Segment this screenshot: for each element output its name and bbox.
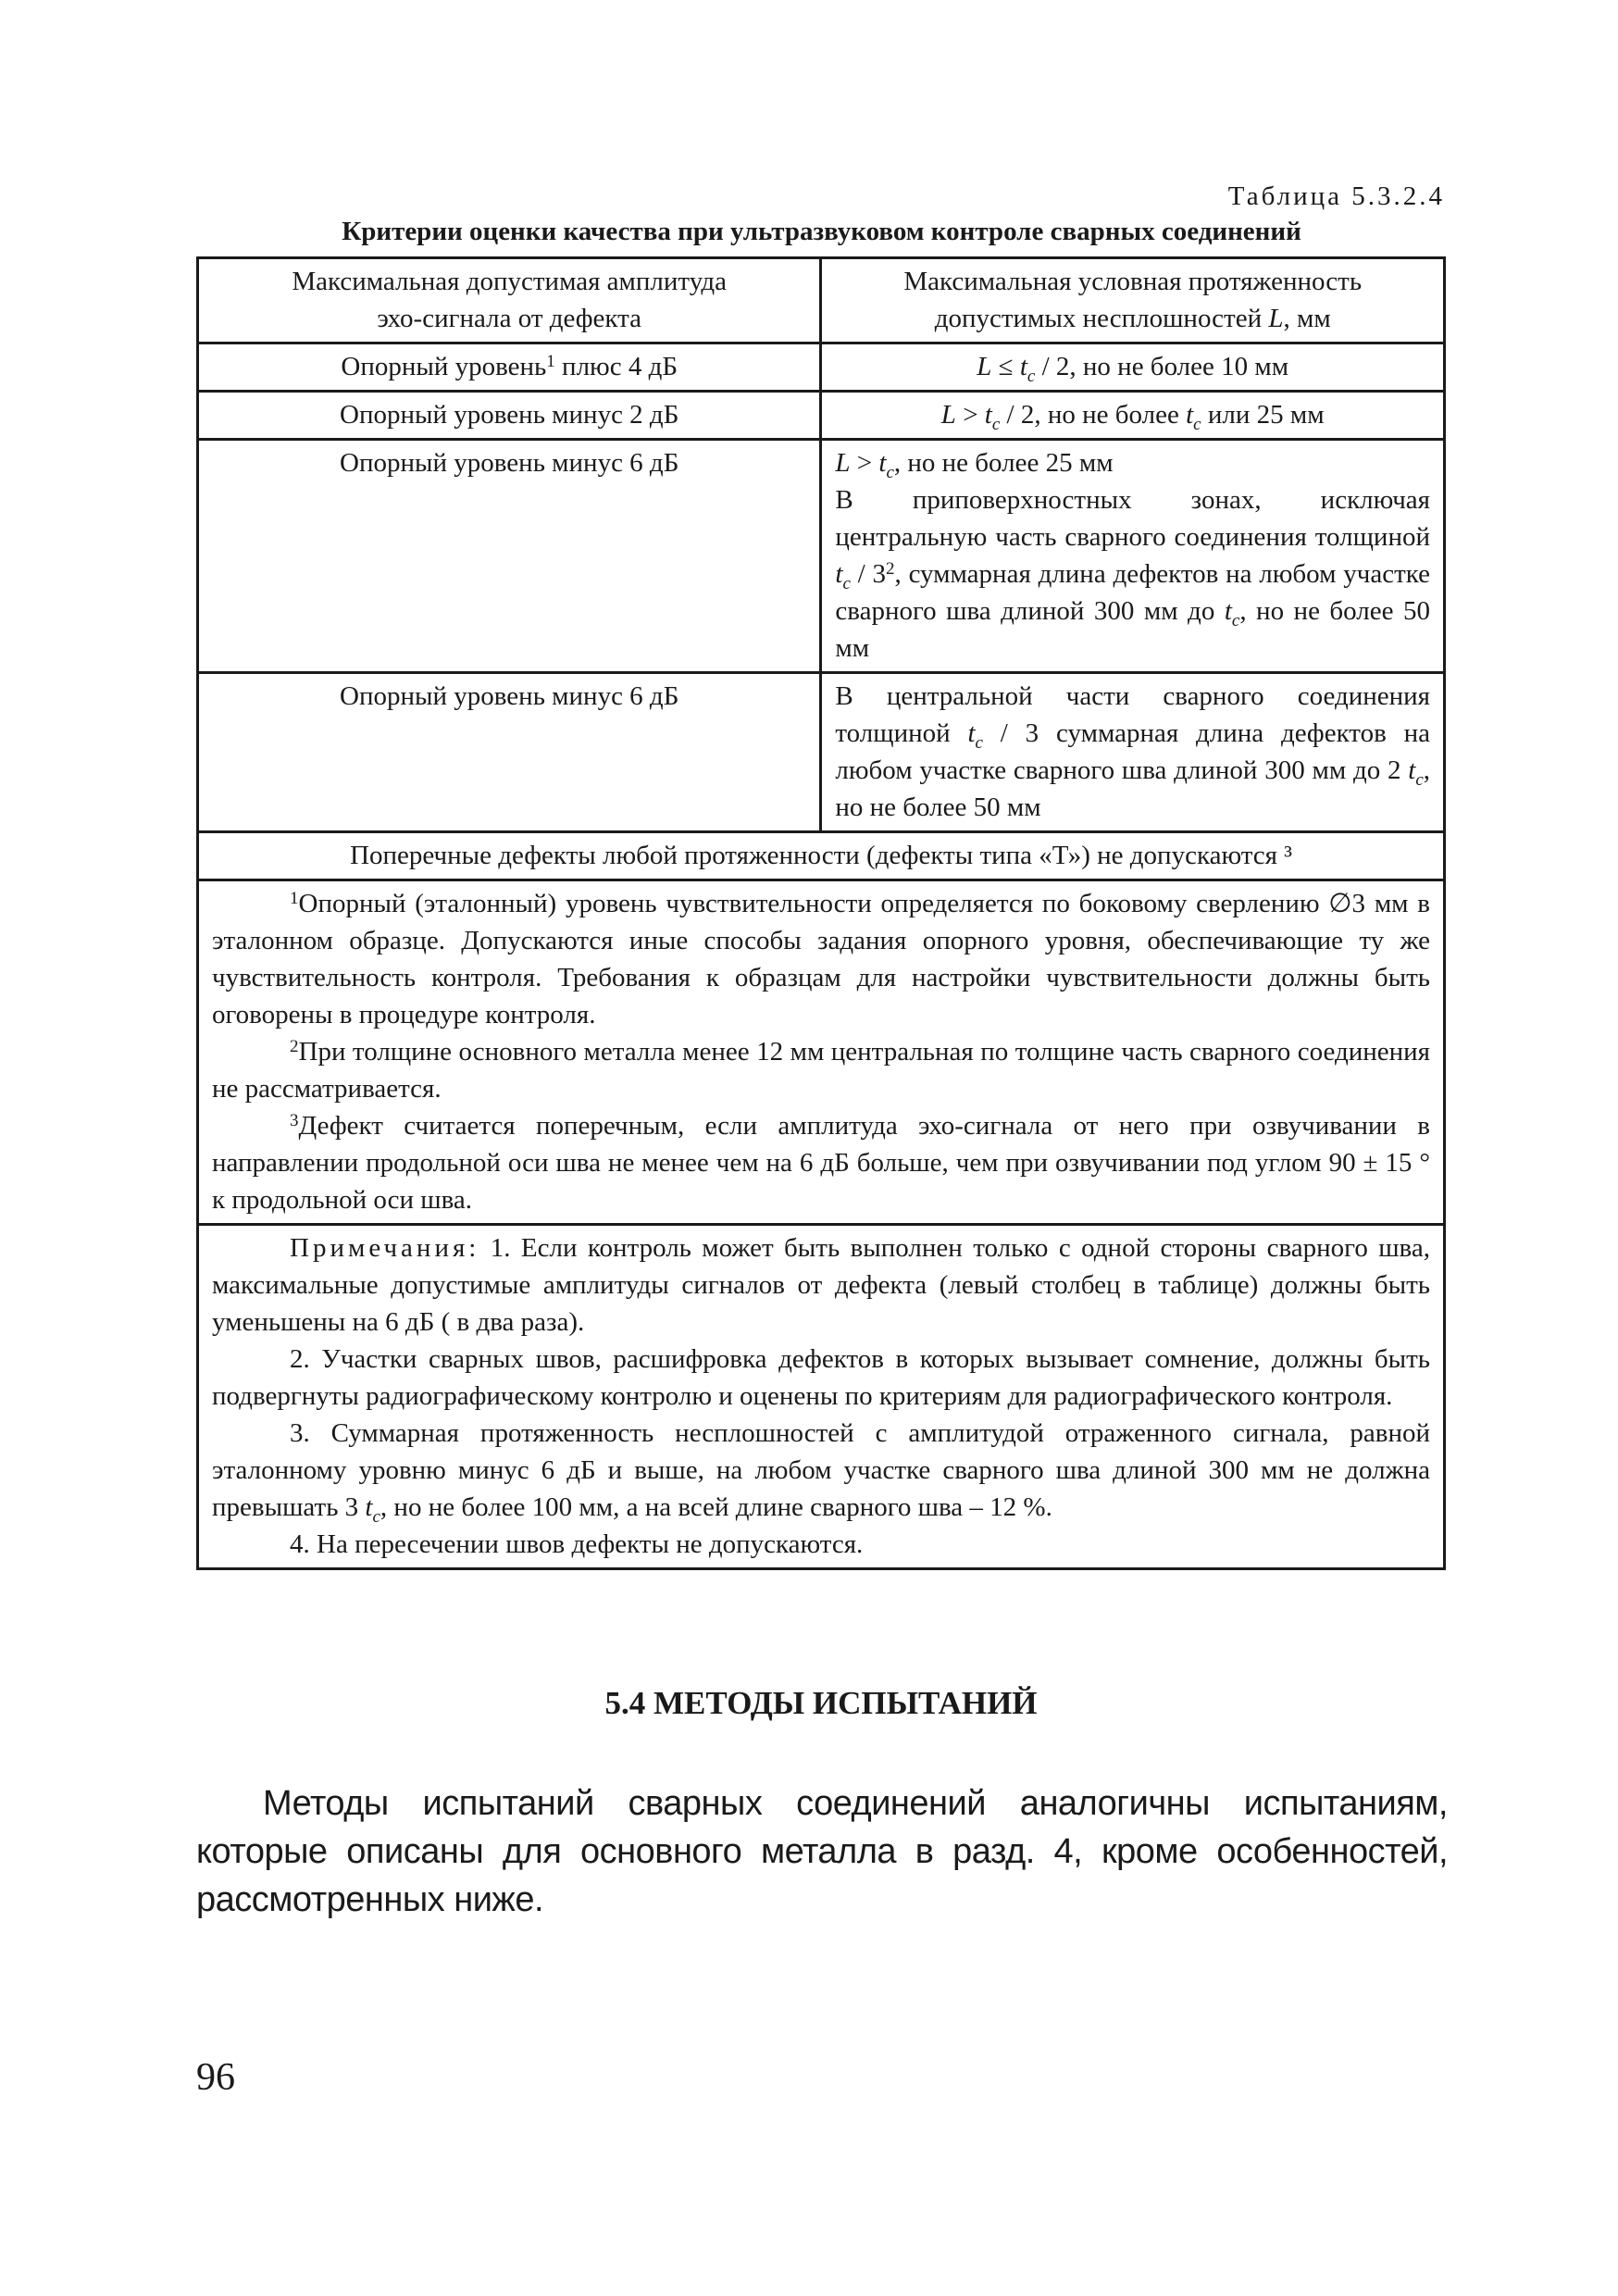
- header-length-line1: Максимальная условная протяженность: [903, 267, 1363, 296]
- row1-amplitude: [198, 343, 821, 392]
- note-3-text: 3. Суммарная протяженность несплошностей с амплитудой отраженного сигнала, равной эталонному уровню минус 6 дБ и выше, на любом участке сварного шва длиной 300 мм не должна превышать 3: [212, 1418, 1430, 1522]
- notes-label: Примечания:: [290, 1233, 480, 1263]
- section-paragraph: Методы испытаний сварных соединений аналогичны испытаниям, которые описаны для основного металла в разд. 4, кроме особенностей, рассмотренных ниже.: [196, 1784, 1448, 1919]
- table-row: [198, 673, 1445, 832]
- subscript-c: c: [975, 733, 983, 753]
- subscript-c: c: [842, 574, 851, 593]
- row1-length: [821, 343, 1445, 392]
- var-t: t: [1186, 400, 1194, 430]
- footnote-1: [212, 885, 1430, 1033]
- transverse-defects-row: [198, 832, 1445, 880]
- footnote-2: [212, 1033, 1430, 1107]
- table-row: [198, 392, 1445, 440]
- subscript-c: c: [372, 1507, 380, 1527]
- var-t: t: [1019, 352, 1027, 381]
- row3-length-line1: [835, 444, 1430, 481]
- note-1: [212, 1229, 1430, 1341]
- section-heading: 5.4 МЕТОДЫ ИСПЫТАНИЙ: [604, 1685, 1038, 1721]
- row1-amp-text-post: плюс 4 дБ: [554, 352, 678, 381]
- subscript-c: c: [1027, 367, 1036, 386]
- subscript-c: c: [886, 463, 894, 482]
- var-t: t: [365, 1492, 373, 1522]
- row3-length: [821, 440, 1445, 673]
- row2-amplitude: Опорный уровень минус 2 дБ: [198, 392, 821, 440]
- subscript-c: c: [1231, 611, 1240, 630]
- row3-amplitude: Опорный уровень минус 6 дБ: [198, 440, 821, 673]
- footnote-1-marker: 1: [290, 889, 299, 908]
- row2-length-text: / 2, но не более: [1000, 400, 1187, 430]
- footnote-3-text: Дефект считается поперечным, если амплитуда эхо-сигнала от него при озвучивании в направлении продольной оси шва не менее чем на 6 дБ больше, чем при озвучивании под углом 90 ± 15 ° к продольной оси шва.: [212, 1111, 1430, 1215]
- var-L: L: [835, 448, 851, 478]
- var-t: t: [967, 718, 976, 748]
- table-caption: Критерии оценки качества при ультразвуковом контроле сварных соединений: [342, 217, 1301, 246]
- table-header-row: [198, 258, 1445, 343]
- row3-para-text-2: / 3: [850, 559, 887, 589]
- header-length-line2-post: , мм: [1283, 304, 1331, 333]
- row4-text-2: / 3 суммарная длина дефектов на любом участке сварного шва длиной 300 мм до 2: [835, 718, 1430, 785]
- transverse-defects-text: Поперечные дефекты любой протяженности (дефекты типа «Т») не допускаются ³: [198, 832, 1445, 880]
- var-t: t: [1408, 755, 1416, 785]
- note-3: [212, 1415, 1430, 1526]
- operator: >: [850, 448, 879, 478]
- header-amplitude-line1: Максимальная допустимая амплитуда: [292, 267, 728, 296]
- subscript-c: c: [991, 415, 1001, 434]
- row4-text: В центральной части сварного соединения толщиной: [835, 681, 1430, 748]
- table-row: [198, 343, 1445, 392]
- row3-para-text-3: , суммарная длина дефектов на любом участке сварного шва длиной 300 мм до: [835, 559, 1430, 626]
- criteria-table: [196, 256, 1446, 1570]
- table-row: [198, 440, 1445, 673]
- header-length: [821, 258, 1445, 343]
- operator: >: [955, 400, 985, 430]
- row3-length-text: , но не более 25 мм: [893, 448, 1114, 478]
- footnote-3-marker: 3: [290, 1111, 299, 1130]
- var-t: t: [835, 559, 843, 589]
- row1-length-text: / 2, но не более 10 мм: [1035, 352, 1289, 381]
- row4-amplitude: Опорный уровень минус 6 дБ: [198, 673, 821, 832]
- var-t: t: [1224, 596, 1232, 626]
- subscript-c: c: [1415, 770, 1424, 790]
- row2-length-text-end: или 25 мм: [1201, 400, 1325, 430]
- var-t: t: [984, 400, 992, 430]
- row4-length: [821, 673, 1445, 832]
- row2-length: [821, 392, 1445, 440]
- note-2: 2. Участки сварных швов, расшифровка дефектов в которых вызывает сомнение, должны быть подвергнуты радиографическому контролю и оценены по критериям для радиографического контроля.: [212, 1344, 1430, 1411]
- note-3-text-2: , но не более 100 мм, а на всей длине сварного шва – 12 %.: [380, 1492, 1052, 1522]
- header-amplitude-line2: эхо-сигнала от дефекта: [377, 304, 642, 333]
- header-amplitude: [198, 258, 821, 343]
- footnotes-row: [198, 880, 1445, 1225]
- var-t: t: [878, 448, 887, 478]
- row1-amp-text: Опорный уровень: [341, 352, 547, 381]
- footnote-2-marker: 2: [290, 1037, 299, 1056]
- subscript-c: c: [1193, 415, 1201, 434]
- header-length-line2-pre: допустимых несплошностей: [934, 304, 1269, 333]
- footnote-2-text: При толщине основного металла менее 12 мм центральная по толщине часть сварного соединения не рассматривается.: [212, 1037, 1430, 1104]
- footnote-3: [212, 1107, 1430, 1218]
- row4-text-3: , но не более 50 мм: [835, 755, 1430, 822]
- notes-cell: [198, 1225, 1445, 1569]
- notes-row: [198, 1225, 1445, 1569]
- footnote-ref-1: 1: [546, 352, 555, 371]
- operator: ≤: [991, 352, 1020, 381]
- row3-para-text: В приповерхностных зонах, исключая центральную часть сварного соединения толщиной: [835, 485, 1430, 552]
- var-L: L: [940, 400, 956, 430]
- note-4: 4. На пересечении швов дефекты не допускаются.: [290, 1529, 864, 1559]
- table-number-label: Таблица 5.3.2.4: [1227, 181, 1445, 211]
- var-L: L: [977, 352, 992, 381]
- footnote-1-text: Опорный (эталонный) уровень чувствительности определяется по боковому сверлению ∅3 мм в эталонном образце. Допускаются иные способы задания опорного уровня, обеспечивающие ту же чувствительность контроля. Требования к образцам для настройки чувствительности должны быть оговорены в процедуре контроля.: [212, 889, 1430, 1029]
- page-number: 96: [196, 2056, 235, 2099]
- row3-length-para: [835, 481, 1430, 667]
- header-length-var: L: [1268, 304, 1284, 333]
- row3-para-text-4: , но не более 50 мм: [835, 596, 1430, 663]
- footnotes-cell: [198, 880, 1445, 1225]
- note-1-text: 1. Если контроль может быть выполнен только с одной стороны сварного шва, максимальные допустимые амплитуды сигналов от дефекта (левый столбец в таблице) должны быть уменьшены на 6 дБ ( в два раза).: [212, 1233, 1430, 1337]
- footnote-ref-2: 2: [886, 559, 895, 579]
